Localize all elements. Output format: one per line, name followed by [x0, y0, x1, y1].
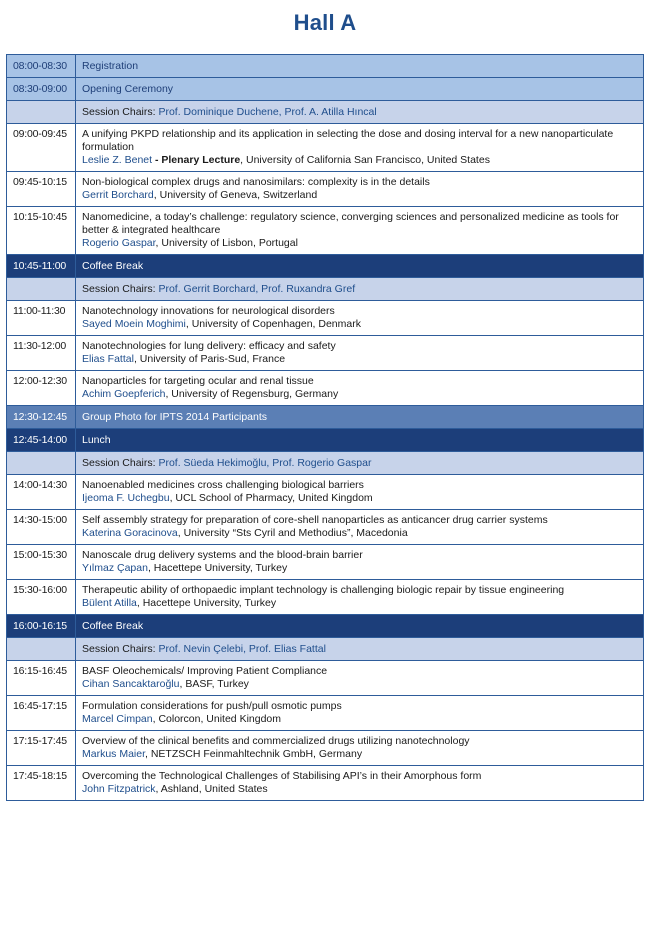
speaker-affiliation: , BASF, Turkey — [179, 678, 249, 690]
session-chairs-label: Session Chairs: — [82, 282, 156, 295]
time-cell: 16:00-16:15 — [7, 615, 76, 638]
time-cell: 10:15-10:45 — [7, 207, 76, 255]
talk-row — [7, 766, 644, 801]
session-chairs-names: Prof. Gerrit Borchard, Prof. Ruxandra Gref — [158, 282, 356, 295]
session-chairs-names: Prof. Süeda Hekimoğlu, Prof. Rogerio Gaspar — [158, 456, 372, 469]
schedule-body — [7, 55, 644, 801]
session-chairs-row — [7, 278, 644, 301]
talk-cell — [76, 766, 644, 801]
talk-title: BASF Oleochemicals/ Improving Patient Compliance — [82, 665, 328, 677]
talk-title: A unifying PKPD relationship and its application in selecting the dose and dosing interval for a new nanoparticulate formulation — [82, 128, 614, 153]
event-label: Coffee Break — [76, 255, 644, 278]
time-cell: 09:00-09:45 — [7, 124, 76, 172]
talk-cell — [76, 545, 644, 580]
session-row — [7, 78, 644, 101]
time-cell: 08:00-08:30 — [7, 55, 76, 78]
speaker-affiliation: , Hacettepe University, Turkey — [147, 562, 288, 574]
time-cell: 14:30-15:00 — [7, 510, 76, 545]
page-title: Hall A — [293, 10, 357, 35]
time-cell: 15:30-16:00 — [7, 580, 76, 615]
time-cell: 16:15-16:45 — [7, 661, 76, 696]
talk-cell — [76, 336, 644, 371]
talk-row — [7, 207, 644, 255]
time-cell: 11:30-12:00 — [7, 336, 76, 371]
session-chairs-label: Session Chairs: — [82, 456, 156, 469]
talk-cell — [76, 301, 644, 336]
talk-title: Therapeutic ability of orthopaedic implant technology is challenging biologic repair by tissue engineering — [82, 584, 565, 596]
speaker-name: Rogerio Gaspar — [82, 237, 156, 249]
time-cell: 12:00-12:30 — [7, 371, 76, 406]
time-cell — [7, 101, 76, 124]
talk-cell — [76, 696, 644, 731]
time-cell: 17:15-17:45 — [7, 731, 76, 766]
talk-title: Nanotechnology innovations for neurological disorders — [82, 305, 335, 317]
speaker-name: Marcel Cimpan — [82, 713, 153, 725]
session-chairs-cell — [76, 638, 644, 661]
speaker-name: Sayed Moein Moghimi — [82, 318, 186, 330]
speaker-line — [82, 597, 637, 610]
talk-cell — [76, 172, 644, 207]
plenary-label: - Plenary Lecture — [152, 154, 241, 166]
session-chairs-label: Session Chairs: — [82, 642, 156, 655]
session-chairs-names: Prof. Nevin Çelebi, Prof. Elias Fattal — [158, 642, 326, 655]
time-cell: 08:30-09:00 — [7, 78, 76, 101]
time-cell — [7, 452, 76, 475]
talk-cell — [76, 661, 644, 696]
speaker-name: Markus Maier — [82, 748, 146, 760]
talk-cell — [76, 371, 644, 406]
speaker-affiliation: , Ashland, United States — [155, 783, 268, 795]
talk-title: Overview of the clinical benefits and commercialized drugs utilizing nanotechnology — [82, 735, 470, 747]
speaker-affiliation: , Hacettepe University, Turkey — [136, 597, 277, 609]
speaker-name: Leslie Z. Benet — [82, 154, 153, 166]
talk-title: Formulation considerations for push/pull osmotic pumps — [82, 700, 342, 712]
talk-cell — [76, 207, 644, 255]
speaker-name: Elias Fattal — [82, 353, 134, 365]
time-cell: 10:45-11:00 — [7, 255, 76, 278]
talk-cell — [76, 124, 644, 172]
talk-row — [7, 172, 644, 207]
session-chairs-cell — [76, 101, 644, 124]
talk-row — [7, 580, 644, 615]
talk-row — [7, 371, 644, 406]
talk-cell — [76, 731, 644, 766]
talk-cell — [76, 510, 644, 545]
break-row — [7, 255, 644, 278]
talk-row — [7, 510, 644, 545]
session-chairs-row — [7, 101, 644, 124]
event-label: Coffee Break — [76, 615, 644, 638]
speaker-line — [82, 318, 637, 331]
talk-row — [7, 731, 644, 766]
talk-row — [7, 696, 644, 731]
speaker-line — [82, 154, 637, 167]
talk-row — [7, 545, 644, 580]
speaker-name: Achim Goepferich — [82, 388, 166, 400]
talk-row — [7, 336, 644, 371]
speaker-affiliation: , University of California San Francisco, United States — [240, 154, 490, 166]
speaker-line — [82, 353, 637, 366]
speaker-name: Yılmaz Çapan — [82, 562, 148, 574]
time-cell — [7, 278, 76, 301]
speaker-affiliation: , Colorcon, United Kingdom — [152, 713, 282, 725]
speaker-affiliation: , NETZSCH Feinmahltechnik GmbH, Germany — [145, 748, 363, 760]
talk-title: Overcoming the Technological Challenges of Stabilising API’s in their Amorphous form — [82, 770, 482, 782]
speaker-affiliation: , University of Geneva, Switzerland — [153, 189, 318, 201]
speaker-affiliation: , University “Sts Cyril and Methodius”, Macedonia — [177, 527, 408, 539]
photo-row — [7, 406, 644, 429]
event-label: Opening Ceremony — [76, 78, 644, 101]
speaker-line — [82, 492, 637, 505]
talk-cell — [76, 475, 644, 510]
speaker-affiliation: , University of Copenhagen, Denmark — [185, 318, 361, 330]
speaker-line — [82, 527, 637, 540]
time-cell: 16:45-17:15 — [7, 696, 76, 731]
speaker-line — [82, 678, 637, 691]
event-label: Registration — [76, 55, 644, 78]
talk-row — [7, 301, 644, 336]
talk-title: Nanoparticles for targeting ocular and renal tissue — [82, 375, 314, 387]
session-chairs-row — [7, 638, 644, 661]
speaker-name: John Fitzpatrick — [82, 783, 156, 795]
event-label: Lunch — [76, 429, 644, 452]
time-cell: 15:00-15:30 — [7, 545, 76, 580]
event-label: Group Photo for IPTS 2014 Participants — [76, 406, 644, 429]
session-chairs-names: Prof. Dominique Duchene, Prof. A. Atilla Hıncal — [158, 105, 377, 118]
talk-row — [7, 124, 644, 172]
break-row — [7, 615, 644, 638]
speaker-line — [82, 783, 637, 796]
time-cell: 11:00-11:30 — [7, 301, 76, 336]
time-cell: 14:00-14:30 — [7, 475, 76, 510]
speaker-affiliation: , University of Lisbon, Portugal — [155, 237, 298, 249]
time-cell: 12:30-12:45 — [7, 406, 76, 429]
talk-title: Nanomedicine, a today’s challenge: regulatory science, converging sciences and personalized medicine as tools for better & integrated healthcare — [82, 211, 619, 236]
session-chairs-row — [7, 452, 644, 475]
talk-row — [7, 475, 644, 510]
time-cell: 12:45-14:00 — [7, 429, 76, 452]
session-chairs-label: Session Chairs: — [82, 105, 156, 118]
speaker-name: Gerrit Borchard — [82, 189, 154, 201]
speaker-affiliation: , University of Regensburg, Germany — [165, 388, 339, 400]
time-cell: 17:45-18:15 — [7, 766, 76, 801]
speaker-line — [82, 189, 637, 202]
speaker-affiliation: , UCL School of Pharmacy, United Kingdom — [169, 492, 373, 504]
session-row — [7, 55, 644, 78]
talk-title: Non-biological complex drugs and nanosimilars: complexity is in the details — [82, 176, 430, 188]
break-row — [7, 429, 644, 452]
speaker-name: Ijeoma F. Uchegbu — [82, 492, 170, 504]
speaker-line — [82, 237, 637, 250]
speaker-affiliation: , University of Paris-Sud, France — [133, 353, 286, 365]
talk-title: Nanoenabled medicines cross challenging biological barriers — [82, 479, 364, 491]
speaker-name: Katerina Goracinova — [82, 527, 178, 539]
talk-title: Nanotechnologies for lung delivery: efficacy and safety — [82, 340, 336, 352]
schedule-table — [6, 54, 644, 801]
time-cell — [7, 638, 76, 661]
speaker-line — [82, 748, 637, 761]
session-chairs-cell — [76, 278, 644, 301]
speaker-name: Cihan Sancaktaroğlu — [82, 678, 180, 690]
speaker-name: Bülent Atilla — [82, 597, 137, 609]
talk-row — [7, 661, 644, 696]
time-cell: 09:45-10:15 — [7, 172, 76, 207]
session-chairs-cell — [76, 452, 644, 475]
speaker-line — [82, 562, 637, 575]
talk-title: Self assembly strategy for preparation of core-shell nanoparticles as anticancer drug carrier systems — [82, 514, 548, 526]
talk-title: Nanoscale drug delivery systems and the blood-brain barrier — [82, 549, 363, 561]
speaker-line — [82, 388, 637, 401]
speaker-line — [82, 713, 637, 726]
talk-cell — [76, 580, 644, 615]
